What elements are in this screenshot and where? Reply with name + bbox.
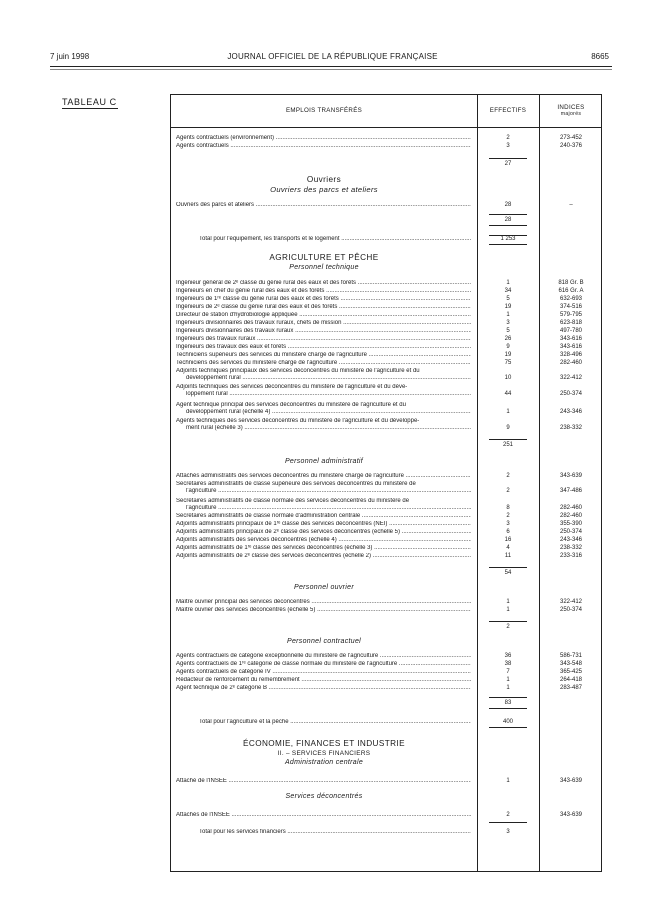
total-label: Total pour les services financiers .....: [199, 829, 471, 836]
row-indices: 347-486: [559, 488, 583, 494]
row-effectif: 1: [506, 677, 510, 683]
row-effectif: 8: [506, 505, 510, 511]
table-row: [171, 320, 603, 327]
row-indices: 238-332: [559, 545, 583, 551]
row-label: Agents techniques des services déconcentrés du ministère de l'agriculture et du développe-: [176, 418, 420, 424]
row-effectif: 6: [506, 529, 510, 535]
row-label: Adjoints techniques principaux des services déconcentrés du ministère de l'agriculture et du: [176, 368, 420, 374]
row-indices: 586-731: [559, 653, 583, 659]
row-effectif: 5: [506, 296, 510, 302]
table-row: [171, 553, 603, 560]
row-indices: 282-460: [559, 505, 583, 511]
row-label: Attaché de l'INSEE .....: [176, 778, 471, 785]
subtotal: 54: [489, 567, 527, 577]
row-indices: 497-780: [559, 328, 583, 334]
row-label: Secrétaires administratifs de classe normale d'administration centrale .....: [176, 513, 471, 520]
row-effectif: 1: [506, 280, 510, 286]
page-number: 8665: [591, 52, 609, 61]
subsection-title: Administration centrale: [284, 759, 364, 766]
row-effectif: 9: [506, 425, 510, 431]
row-label: Secrétaires administratifs de classe normale des services déconcentrés du ministère de: [176, 498, 410, 504]
row-indices: 343-639: [559, 812, 583, 818]
row-indices: 374-516: [559, 304, 583, 310]
row-effectif: 11: [504, 553, 512, 559]
row-effectif: 2: [506, 488, 510, 494]
subtotal: 27: [489, 158, 527, 168]
row-label-cont: l'agriculture .....: [186, 488, 471, 495]
row-effectif: 9: [506, 344, 510, 350]
table-row: [171, 135, 603, 142]
column-header-emplois: EMPLOIS TRANSFÉRÉS: [285, 107, 363, 115]
row-label: Ingénieurs divisionnaires des travaux ruraux .....: [176, 328, 471, 335]
row-effectif: 26: [504, 336, 512, 342]
row-effectif: 34: [504, 288, 512, 294]
row-label: Ingénieurs en chef du génie rural des eaux et des forêts .....: [176, 288, 471, 295]
row-label-cont: loppement rural .....: [186, 391, 471, 398]
header-date: 7 juin 1998: [50, 52, 90, 61]
table-row: [171, 375, 603, 382]
row-indices: 579-795: [559, 312, 583, 318]
header-rule-thin: [50, 69, 612, 70]
row-label: Agents contractuels .....: [176, 143, 471, 150]
row-indices: 343-548: [559, 661, 583, 667]
row-label: Adjoints administratifs des services déconcentrés (échelle 4) .....: [176, 537, 471, 544]
row-effectif: 10: [504, 375, 512, 381]
row-label-cont: l'agriculture .....: [186, 505, 471, 512]
table-row: [171, 685, 603, 692]
row-indices: 282-460: [559, 360, 583, 366]
table-row-line1: [171, 402, 603, 409]
table-row: [171, 607, 603, 614]
row-indices: 365-425: [559, 669, 583, 675]
ministry-title: AGRICULTURE ET PÊCHE: [269, 253, 379, 262]
row-label: Agents contractuels de catégorie exceptionnelle du ministère de l'agriculture .....: [176, 653, 471, 660]
subtotal: 28: [489, 214, 527, 226]
row-label: Techniciens supérieurs des services du ministère chargé de l'agriculture .....: [176, 352, 471, 359]
row-indices: 343-639: [559, 473, 583, 479]
row-indices: 250-374: [559, 391, 583, 397]
row-label: Attachés administratifs des services déconcentrés du ministère chargé de l'agriculture .....: [176, 473, 471, 480]
row-label: Maître ouvrier des services déconcentrés (échelle 5) .....: [176, 607, 471, 614]
table-row: [171, 143, 603, 150]
row-effectif: 1: [506, 599, 510, 605]
row-effectif: 36: [504, 653, 512, 659]
row-effectif: 1: [506, 607, 510, 613]
row-effectif: 38: [504, 661, 512, 667]
row-label: Maître ouvrier principal des services déconcentrés .....: [176, 599, 471, 606]
table-row: [171, 529, 603, 536]
subsection-title: Personnel administratif: [284, 458, 364, 465]
total-rule: [489, 727, 527, 728]
row-label: Ingénieur général de 2ᵉ classe du génie rural des eaux et des forêts .....: [176, 280, 471, 287]
table-row: [171, 296, 603, 303]
total-label: Total pour l'agriculture et la pêche .....: [199, 719, 471, 726]
table-row: [171, 344, 603, 351]
row-label: Directeur de station d'hydrobiologie appliquée .....: [176, 312, 471, 319]
row-effectif: 1: [506, 312, 510, 318]
total-value: 400: [502, 719, 513, 725]
table-row: [171, 280, 603, 287]
header-rule: [50, 66, 612, 67]
column-header-indices: [539, 95, 603, 127]
row-indices: –: [569, 202, 573, 208]
row-label: Adjoints techniques des services déconcentrés du ministère de l'agriculture et du déve-: [176, 384, 408, 390]
table-row-line1: [171, 368, 603, 375]
column-header-effectifs: EFFECTIFS: [489, 107, 527, 115]
table-row: [171, 473, 603, 480]
table-row: [171, 391, 603, 398]
row-effectif: 4: [506, 545, 510, 551]
table-row: [171, 288, 603, 295]
table-label: TABLEAU C: [62, 97, 117, 107]
row-indices: 243-346: [559, 537, 583, 543]
subsection-title: Personnel technique: [289, 264, 359, 271]
row-label: Ingénieurs divisionnaires des travaux ruraux, chefs de mission .....: [176, 320, 471, 327]
table-row: [171, 653, 603, 660]
ministry-title: ÉCONOMIE, FINANCES ET INDUSTRIE: [243, 739, 405, 748]
row-indices: 282-460: [559, 513, 583, 519]
row-indices: 273-452: [559, 135, 583, 141]
table-row: [171, 202, 603, 209]
row-label: Agents contractuels de catégorie IV .....: [176, 669, 471, 676]
row-indices: 250-374: [559, 529, 583, 535]
row-effectif: 28: [504, 202, 512, 208]
table-row: [171, 505, 603, 512]
table-row: [171, 812, 603, 819]
table-row: [171, 360, 603, 367]
row-effectif: 75: [504, 360, 512, 366]
table-row: [171, 336, 603, 343]
subsection-heading: II. – SERVICES FINANCIERS: [277, 750, 371, 757]
total-rule: [489, 822, 527, 823]
row-effectif: 3: [506, 320, 510, 326]
row-label: Ouvriers des parcs et ateliers .....: [176, 202, 471, 209]
row-effectif: 2: [506, 812, 510, 818]
row-label: Ingénieurs des travaux des eaux et forêts .....: [176, 344, 471, 351]
row-label-cont: ment rural (échelle 3) .....: [186, 425, 471, 432]
subsection-title: Personnel ouvrier: [294, 584, 354, 591]
row-indices: 250-374: [559, 607, 583, 613]
row-indices: 240-376: [559, 143, 583, 149]
table-row: [171, 425, 603, 432]
row-indices: 343-616: [559, 336, 583, 342]
row-label: Secrétaires administratifs de classe supérieure des services déconcentrés du ministère de: [176, 481, 416, 487]
table-c: [170, 94, 602, 872]
total-value: 1 253: [500, 236, 516, 242]
column-header-indices-main: INDICES: [557, 104, 585, 112]
row-indices: 616 Gr. A: [558, 288, 584, 294]
column-header-indices-sub: majorés: [560, 110, 582, 117]
row-indices: 322-412: [559, 599, 583, 605]
subsection-title: Personnel contractuel: [286, 638, 361, 645]
row-indices: 328-496: [559, 352, 583, 358]
table-row: [171, 304, 603, 311]
table-row: [171, 661, 603, 668]
row-label: Adjoints administratifs de 1ʳᵉ classe des services déconcentrés (échelle 3) .....: [176, 545, 471, 552]
table-row-line1: [171, 481, 603, 488]
row-label: Adjoints administratifs principaux de 2ᵉ classe des services déconcentrés (échelle 5) .....: [176, 529, 471, 536]
table-row-line1: [171, 418, 603, 425]
row-indices: 343-639: [559, 778, 583, 784]
table-row: [171, 521, 603, 528]
total-rule: [489, 235, 527, 236]
table-row: [171, 312, 603, 319]
table-row: [171, 513, 603, 520]
total-row: [171, 719, 603, 726]
row-indices: 238-332: [559, 425, 583, 431]
subsection-title: Ouvriers des parcs et ateliers: [270, 185, 378, 194]
total-row: [171, 829, 603, 836]
total-rule: [489, 244, 527, 245]
row-indices: 233-316: [559, 553, 583, 559]
row-label-cont: développement rural (échelle 4) .....: [186, 409, 471, 416]
row-indices: 818 Gr. B: [558, 280, 584, 286]
total-label: Total pour l'équipement, les transports et le logement .....: [199, 236, 471, 243]
journal-title: JOURNAL OFFICIEL DE LA RÉPUBLIQUE FRANÇAISE: [227, 52, 438, 61]
row-effectif: 1: [506, 685, 510, 691]
row-indices: 283-487: [559, 685, 583, 691]
row-label: Agent technique principal des services déconcentrés du ministère de l'agriculture et du: [176, 402, 406, 408]
row-label: Adjoints administratifs principaux de 1ʳᵉ classe des services déconcentrés (NEI) .....: [176, 521, 471, 528]
table-row: [171, 677, 603, 684]
row-label: Rédacteur de renforcement du remembrement .....: [176, 677, 471, 684]
row-indices: 632-693: [559, 296, 583, 302]
row-effectif: 7: [506, 669, 510, 675]
table-row-line1: [171, 498, 603, 505]
header-divider: [171, 127, 601, 128]
table-label-underline: [62, 108, 118, 109]
row-effectif: 19: [504, 304, 512, 310]
row-indices: 322-412: [559, 375, 583, 381]
row-label: Agent technique de 2ᵉ catégorie B .....: [176, 685, 471, 692]
row-label: Adjoints administratifs de 2ᵉ classe des services déconcentrés (échelle 2) .....: [176, 553, 471, 560]
row-label: Ingénieurs de 1ʳᵉ classe du génie rural des eaux et des forêts .....: [176, 296, 471, 303]
row-effectif: 3: [506, 143, 510, 149]
total-row: [171, 236, 603, 243]
subtotal: 251: [489, 439, 527, 449]
table-row: [171, 599, 603, 606]
row-indices: 243-346: [559, 409, 583, 415]
row-effectif: 19: [504, 352, 512, 358]
row-label: Ingénieurs des travaux ruraux .....: [176, 336, 471, 343]
table-row: [171, 352, 603, 359]
row-label: Agents contractuels de 1ʳᵉ catégorie de classe normale du ministère de l'agriculture .....: [176, 661, 471, 668]
row-label: Techniciens des services du ministère chargé de l'agriculture .....: [176, 360, 471, 367]
table-row: [171, 669, 603, 676]
subsection-title: Services déconcentrés: [285, 793, 363, 800]
row-effectif: 44: [504, 391, 512, 397]
row-effectif: 2: [506, 473, 510, 479]
row-effectif: 3: [506, 521, 510, 527]
subtotal: 2: [489, 621, 527, 631]
table-row: [171, 409, 603, 416]
row-label: Ingénieurs de 2ᵉ classe du génie rural des eaux et des forêts .....: [176, 304, 471, 311]
table-row: [171, 545, 603, 552]
table-row: [171, 488, 603, 495]
row-effectif: 16: [504, 537, 512, 543]
row-label-cont: développement rural .....: [186, 375, 471, 382]
table-row-line1: [171, 384, 603, 391]
row-indices: 343-616: [559, 344, 583, 350]
row-indices: 355-390: [559, 521, 583, 527]
section-title: Ouvriers: [306, 175, 342, 184]
total-value: 3: [506, 829, 510, 835]
row-effectif: 2: [506, 513, 510, 519]
row-indices: 264-418: [559, 677, 583, 683]
row-effectif: 5: [506, 328, 510, 334]
subtotal: 83: [489, 697, 527, 709]
row-label: Attachés de l'INSEE .....: [176, 812, 471, 819]
table-row: [171, 328, 603, 335]
table-row: [171, 537, 603, 544]
row-label: Agents contractuels (environnement) .....: [176, 135, 471, 142]
row-effectif: 1: [506, 778, 510, 784]
row-effectif: 1: [506, 409, 510, 415]
row-indices: 623-818: [559, 320, 583, 326]
table-row: [171, 778, 603, 785]
row-effectif: 2: [506, 135, 510, 141]
